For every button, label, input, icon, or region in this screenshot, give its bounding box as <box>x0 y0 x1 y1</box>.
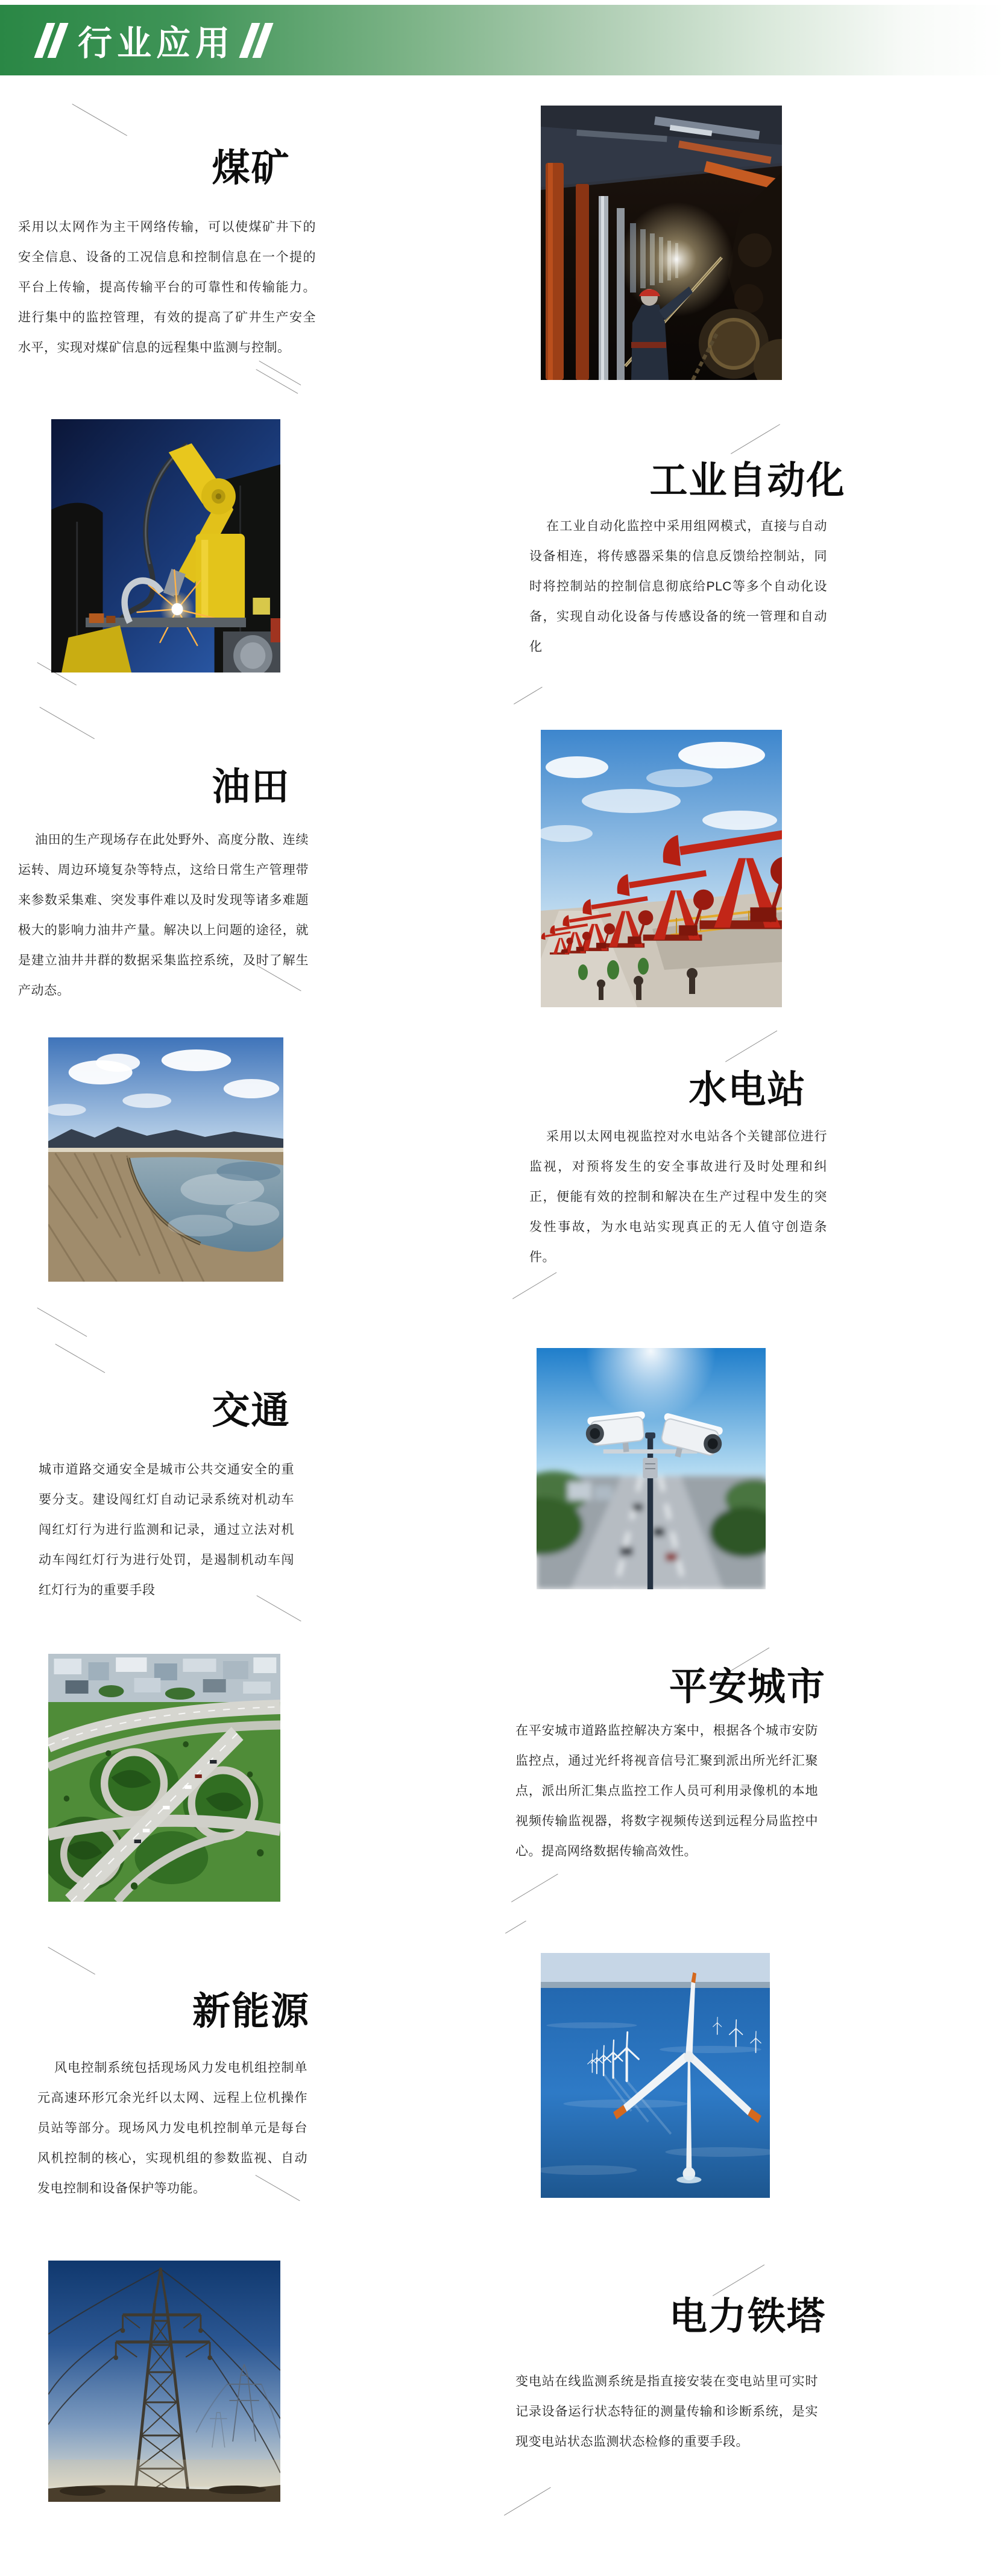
highway-interchange-photo <box>48 1654 280 1902</box>
section-paragraph: 在工业自动化监控中采用组网模式，直接与自动设备相连，将传感器采集的信息反馈给控制站，同时将控制站的控制信息彻底给PLC等多个自动化设备，实现自动化设备与传感设备的统一管理和自动化 <box>529 519 827 654</box>
diagonal-line-icon <box>259 361 301 385</box>
diagonal-line-icon <box>48 1947 95 1975</box>
section-paragraph: 油田的生产现场存在此处野外、高度分散、连续运转、周边环境复杂等特点，这给日常生产管理带来参数采集难、突发事件难以及时发现等诸多难题极大的影响力油井产量。解决以上问题的途径，就是建立油井井群的数据采集监控系统，及时了解生产动态。 <box>18 833 309 998</box>
hydropower-reservoir-photo <box>48 1037 283 1282</box>
section-paragraph: 变电站在线监测系统是指直接安装在变电站里可实时记录设备运行状态特征的测量传输和诊断系统，是实现变电站状态监测状态检修的重要手段。 <box>515 2375 818 2449</box>
section-title: 新能源 <box>192 1990 310 2033</box>
diagonal-line-icon <box>514 687 543 704</box>
double-slash-icon <box>40 23 67 58</box>
wind-farm-photo <box>541 1953 770 2198</box>
traffic-cameras-photo <box>537 1348 766 1589</box>
welding-robot-photo <box>51 419 280 672</box>
page-header-banner <box>0 5 1005 75</box>
power-tower-photo <box>48 2261 280 2502</box>
diagonal-line-icon <box>37 1308 87 1337</box>
diagonal-line-icon <box>511 1874 558 1902</box>
diagonal-line-icon <box>72 104 127 136</box>
section-title: 水电站 <box>688 1069 807 1111</box>
diagonal-line-icon <box>256 369 298 394</box>
coal-mine-photo <box>541 106 782 380</box>
section-title: 平安城市 <box>669 1666 826 1708</box>
section-paragraph: 采用以太网电视监控对水电站各个关键部位进行监视，对预将发生的安全事故进行及时处理和纠正，便能有效的控制和解决在生产过程中发生的突发性事故，为水电站实现真正的无人值守创造条件。 <box>529 1130 827 1264</box>
diagonal-line-icon <box>40 707 95 739</box>
page-title: 行业应用 <box>78 24 235 63</box>
section-title: 煤矿 <box>212 147 291 189</box>
section-paragraph: 城市道路交通安全是城市公共交通安全的重要分支。建设闯红灯自动记录系统对机动车闯红灯行为进行监测和记录，通过立法对机动车闯红灯行为进行处罚，是遏制机动车闯红灯行为的重要手段 <box>39 1463 294 1597</box>
section-paragraph: 采用以太网作为主干网络传输，可以使煤矿井下的安全信息、设备的工况信息和控制信息在一个提的平台上传输，提高传输平台的可靠性和传输能力。进行集中的监控管理，有效的提高了矿井生产安全水平，实现对煤矿信息的远程集中监测与控制。 <box>18 220 316 355</box>
diagonal-line-icon <box>505 1920 526 1933</box>
oil-field-photo <box>541 730 782 1007</box>
diagonal-line-icon <box>55 1344 106 1373</box>
section-title: 工业自动化 <box>649 460 846 502</box>
diagonal-line-icon <box>504 2487 551 2516</box>
section-title: 交通 <box>212 1390 291 1432</box>
diagonal-line-icon <box>725 1030 777 1062</box>
section-paragraph: 在平安城市道路监控解决方案中，根据各个城市安防监控点，通过光纤将视音信号汇聚到派出所光纤汇聚点，派出所汇集点监控工作人员可利用录像机的本地视频传输监视器，将数字视频传送到远程分局监控中心。提高网络数据传输高效性。 <box>515 1724 818 1858</box>
section-paragraph: 风电控制系统包括现场风力发电机组控制单元高速环形冗余光纤以太网、远程上位机操作员站等部分。现场风力发电机控制单元是每台风机控制的核心，实现机组的参数监视、自动发电控制和设备保护等功能。 <box>37 2061 307 2195</box>
section-title: 电力铁塔 <box>669 2296 826 2338</box>
double-slash-icon <box>245 23 272 58</box>
section-title: 油田 <box>212 766 291 808</box>
diagonal-line-icon <box>512 1272 556 1299</box>
